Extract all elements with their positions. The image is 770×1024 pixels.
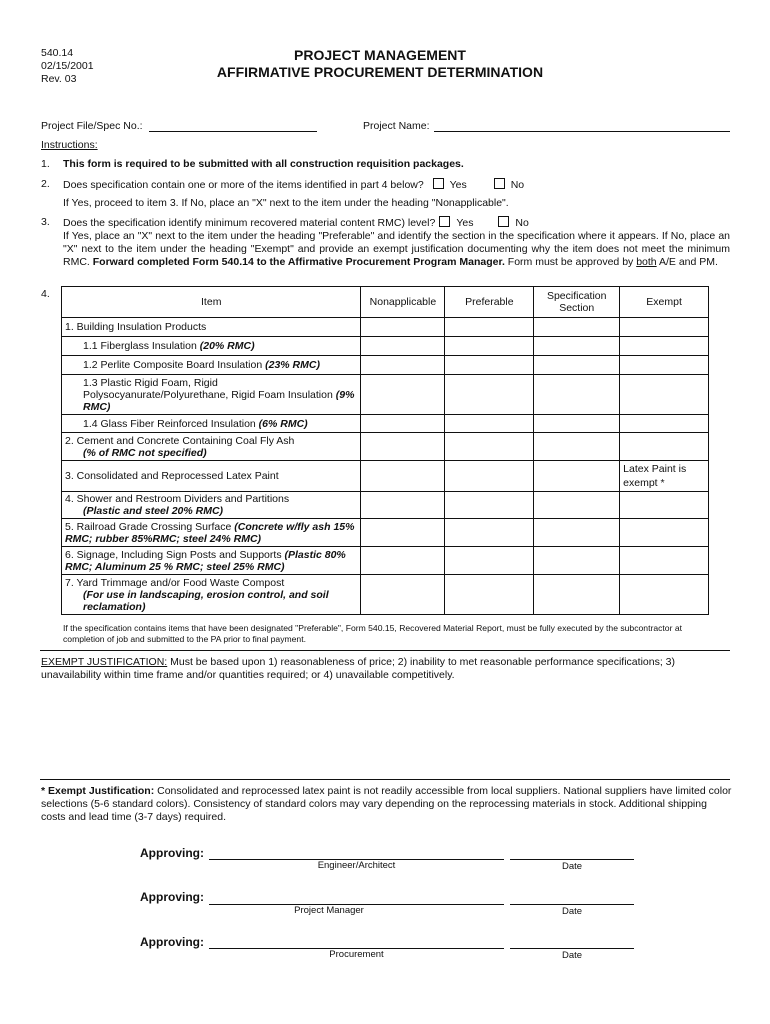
item-rmc: (6% RMC) (258, 417, 308, 430)
table-row (62, 433, 709, 461)
nonapplicable-cell[interactable] (361, 519, 445, 547)
instruction-3-text: Does the specification identify minimum recovered material content RMC) level? (63, 217, 436, 229)
item-cell (62, 433, 361, 461)
exempt-cell[interactable] (620, 547, 709, 575)
project-name-label: Project Name: (363, 120, 430, 132)
project-name-field-row (363, 119, 730, 132)
header-preferable: Preferable (445, 287, 534, 318)
form-id-block (41, 47, 94, 86)
item2-no-label: No (510, 179, 525, 191)
table-row (62, 519, 709, 547)
table-header-row (62, 287, 709, 318)
item-cell (62, 575, 361, 615)
nonapplicable-cell[interactable] (361, 337, 445, 356)
exempt-justification (41, 656, 733, 682)
item-rmc: (Plastic 80% RMC; Aluminum 25 % RMC; steel 25% RMC) (65, 548, 346, 573)
item-cell (62, 318, 361, 337)
table-row (62, 356, 709, 375)
instruction-1: This form is required to be submitted with all construction requisition packages. (63, 158, 464, 170)
preferable-cell[interactable] (445, 461, 534, 492)
item-rmc: (20% RMC) (199, 340, 255, 352)
instruction-2 (63, 178, 730, 191)
form-number: 540.14 (41, 47, 74, 59)
specification-section-cell[interactable] (534, 461, 620, 492)
instruction-2-followup: If Yes, proceed to item 3. If No, place an "X" next to the item under the heading "Nonapplicable". (63, 197, 509, 209)
approval-3-date-label: Date (561, 950, 583, 961)
preferable-cell[interactable] (445, 356, 534, 375)
divider (40, 779, 730, 780)
header-item: Item (62, 287, 361, 318)
exempt-cell[interactable]: Latex Paint is exempt * (620, 461, 709, 492)
item-label: 2. Cement and Concrete Containing Coal Fly Ash (65, 434, 295, 447)
preferable-cell[interactable] (445, 337, 534, 356)
preferable-cell[interactable] (445, 415, 534, 433)
project-file-input[interactable] (149, 119, 317, 132)
instruction-3-number: 3. (41, 216, 50, 228)
footnote (41, 785, 733, 824)
preferable-cell[interactable] (445, 433, 534, 461)
item-cell (62, 519, 361, 547)
item-cell (62, 415, 361, 433)
item-cell (62, 356, 361, 375)
instruction-3-paragraph: If Yes, place an "X" next to the item under the heading "Preferable" and identify the section in the specification where it appears. If No, place an "X" next to the item under the heading "Exempt" and provide an exempt justification documenting why the item does not meet the minimum RMC. Forward completed Form 540.14 to the Affirmative Procurement Program Manager. Form must be approved by both A/E and PM. (63, 230, 730, 268)
specification-section-cell[interactable] (534, 547, 620, 575)
nonapplicable-cell[interactable] (361, 375, 445, 415)
nonapplicable-cell[interactable] (361, 575, 445, 615)
divider (40, 650, 730, 651)
instruction-3 (63, 216, 730, 229)
preferable-note: If the specification contains items that have been designated "Preferable", Form 540.15, Recovered Material Report, must be fully executed by the subcontractor at completion of job and submitted to the PA prior to final payment. (63, 623, 682, 644)
exempt-justification-text: Must be based upon 1) reasonableness of price; 2) inability to met reasonable performance specifications; 3) unavailability within time frame and/or quantities required; or 4) unavailable competitively. (41, 656, 675, 681)
item-label: 1.1 Fiberglass Insulation (83, 340, 200, 352)
nonapplicable-cell[interactable] (361, 415, 445, 433)
instruction-4-number: 4. (41, 288, 50, 300)
exempt-cell[interactable] (620, 433, 709, 461)
table-row (62, 461, 709, 492)
item3-no-checkbox[interactable] (498, 216, 509, 227)
table-row (62, 318, 709, 337)
specification-section-cell[interactable] (534, 337, 620, 356)
nonapplicable-cell[interactable] (361, 318, 445, 337)
approval-1-date-line[interactable] (510, 859, 634, 860)
approval-1-label: Approving: (140, 846, 204, 860)
exempt-justification-label: EXEMPT JUSTIFICATION: (41, 656, 168, 668)
items-table (61, 286, 709, 615)
preferable-cell[interactable] (445, 318, 534, 337)
table-row (62, 415, 709, 433)
table-row (62, 547, 709, 575)
instruction-2-number: 2. (41, 178, 50, 190)
exempt-cell[interactable] (620, 337, 709, 356)
item-label: 7. Yard Trimmage and/or Food Waste Compost (65, 576, 285, 589)
preferable-cell[interactable] (445, 547, 534, 575)
header-specification-section: Specification Section (534, 287, 620, 318)
instruction-2-text: Does specification contain one or more of the items identified in part 4 below? (63, 179, 424, 191)
approval-2-date-label: Date (561, 906, 583, 917)
footnote-text: Consolidated and reprocessed latex paint is not readily accessible from local suppliers. National suppliers have limited color selections (5-6 standard colors). Consistency of standard colors may vary depending on the reprocessing materials in stock. Additional shipping costs and lead time (3-7 days) required. (41, 785, 732, 823)
nonapplicable-cell[interactable] (361, 492, 445, 519)
item2-yes-checkbox[interactable] (433, 178, 444, 189)
page-title (180, 47, 580, 81)
project-file-field-row (41, 119, 317, 132)
exempt-cell[interactable] (620, 415, 709, 433)
specification-section-cell[interactable] (534, 375, 620, 415)
table-row (62, 492, 709, 519)
item-cell (62, 547, 361, 575)
preferable-cell[interactable] (445, 492, 534, 519)
preferable-cell[interactable] (445, 575, 534, 615)
instructions-heading: Instructions: (41, 139, 98, 151)
specification-section-cell[interactable] (534, 356, 620, 375)
item-label: 6. Signage, Including Sign Posts and Supports (65, 548, 285, 561)
item-label: 1.2 Perlite Composite Board Insulation (83, 359, 266, 371)
specification-section-cell[interactable] (534, 433, 620, 461)
exempt-cell[interactable] (620, 492, 709, 519)
item2-no-checkbox[interactable] (494, 178, 505, 189)
item-rmc: (23% RMC) (265, 359, 320, 371)
preferable-cell[interactable] (445, 519, 534, 547)
specification-section-cell[interactable] (534, 575, 620, 615)
item-rmc: (% of RMC not specified) (83, 446, 207, 459)
approval-1-role: Engineer/Architect (317, 860, 396, 871)
item-label: 1.4 Glass Fiber Reinforced Insulation (83, 417, 259, 430)
approval-2-role: Project Manager (294, 905, 364, 916)
title-line-2: AFFIRMATIVE PROCUREMENT DETERMINATION (216, 64, 544, 80)
header-nonapplicable: Nonapplicable (361, 287, 445, 318)
table-row (62, 575, 709, 615)
approval-3-label: Approving: (140, 935, 204, 949)
specification-section-cell[interactable] (534, 415, 620, 433)
form-revision: Rev. 03 (41, 73, 77, 85)
approval-3-date-line[interactable] (510, 948, 634, 949)
project-name-input[interactable] (434, 119, 730, 132)
item-cell (62, 337, 361, 356)
exempt-cell[interactable] (620, 318, 709, 337)
item-cell (62, 461, 361, 492)
nonapplicable-cell[interactable] (361, 461, 445, 492)
approval-1-date-label: Date (561, 861, 583, 872)
header-exempt: Exempt (620, 287, 709, 318)
item3-yes-checkbox[interactable] (439, 216, 450, 227)
exempt-cell[interactable] (620, 575, 709, 615)
approval-3-role: Procurement (329, 949, 384, 960)
nonapplicable-cell[interactable] (361, 433, 445, 461)
form-date: 02/15/2001 (41, 60, 94, 72)
item3-no-label: No (515, 217, 529, 229)
item-cell (62, 492, 361, 519)
specification-section-cell[interactable] (534, 492, 620, 519)
item-rmc: (9% RMC) (83, 388, 355, 413)
exempt-cell[interactable] (620, 356, 709, 375)
table-row (62, 337, 709, 356)
item3-yes-label: Yes (456, 217, 474, 229)
specification-section-cell[interactable] (534, 519, 620, 547)
item-rmc: (Concrete w/fly ash 15% RMC; rubber 85%RMC; steel 24% RMC) (65, 520, 355, 545)
footnote-label: * Exempt Justification: (41, 785, 155, 797)
title-line-1: PROJECT MANAGEMENT (294, 47, 466, 63)
item-cell (62, 375, 361, 415)
item-label: 1. Building Insulation Products (65, 321, 207, 333)
table-row (62, 375, 709, 415)
item-rmc: (Plastic and steel 20% RMC) (83, 505, 224, 517)
nonapplicable-cell[interactable] (361, 356, 445, 375)
project-file-label: Project File/Spec No.: (41, 120, 143, 132)
approval-2-date-line[interactable] (510, 904, 634, 905)
item-label: 4. Shower and Restroom Dividers and Partitions (65, 493, 290, 505)
approval-2-label: Approving: (140, 890, 204, 904)
nonapplicable-cell[interactable] (361, 547, 445, 575)
item-label: 1.3 Plastic Rigid Foam, Rigid Polysocyanurate/Polyurethane, Rigid Foam Insulation (83, 376, 336, 401)
instruction-1-number: 1. (41, 158, 50, 170)
exempt-cell[interactable] (620, 375, 709, 415)
item2-yes-label: Yes (449, 179, 467, 191)
preferable-cell[interactable] (445, 375, 534, 415)
item-rmc: (For use in landscaping, erosion control, and soil reclamation) (83, 588, 329, 613)
exempt-cell[interactable] (620, 519, 709, 547)
item-label: 5. Railroad Grade Crossing Surface (65, 520, 235, 533)
specification-section-cell[interactable] (534, 318, 620, 337)
item-label: 3. Consolidated and Reprocessed Latex Paint (65, 470, 279, 482)
